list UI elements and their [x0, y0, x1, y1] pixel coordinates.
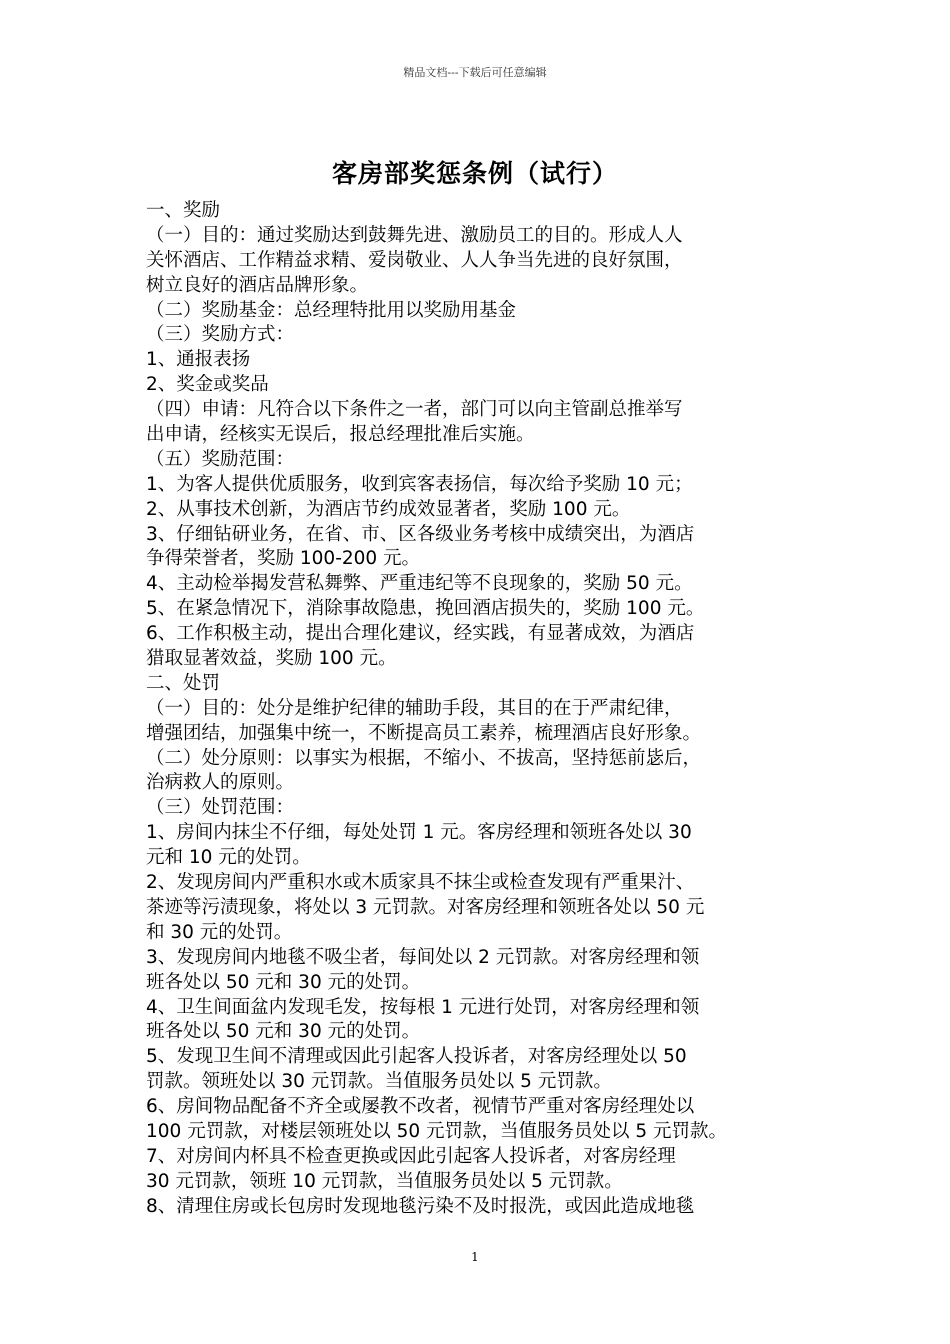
text-line: 1、通报表扬: [146, 349, 251, 371]
text-line: （三）处罚范围：: [146, 797, 295, 819]
page-number: 1: [471, 1250, 479, 1264]
text-line: 元和 10 元的处罚。: [146, 847, 311, 869]
text-line: 班各处以 50 元和 30 元的处罚。: [146, 1021, 421, 1043]
text-line: 2、奖金或奖品: [146, 374, 269, 396]
text-line: 班各处以 50 元和 30 元的处罚。: [146, 971, 421, 993]
text-line: （四）申请：凡符合以下条件之一者，部门可以向主管副总推举写: [146, 399, 683, 421]
text-line: 治病救人的原则。: [146, 772, 295, 794]
text-line: 二、处罚: [146, 672, 221, 694]
text-line: 增强团结，加强集中统一，不断提高员工素养，梳理酒店良好形象。: [146, 722, 702, 744]
text-line: 8、清理住房或长包房时发现地毯污染不及时报洗，或因此造成地毯: [146, 1195, 695, 1217]
text-line: 茶迹等污渍现象，将处以 3 元罚款。对客房经理和领班各处以 50 元: [146, 896, 705, 918]
text-line: （二）处分原则：以事实为根据，不缩小、不拔高，坚持惩前毖后，: [146, 747, 702, 769]
text-line: 4、主动检举揭发营私舞弊、严重违纪等不良现象的，奖励 50 元。: [146, 573, 693, 595]
text-line: 2、从事技术创新，为酒店节约成效显著者，奖励 100 元。: [146, 498, 631, 520]
text-line: 树立良好的酒店品牌形象。: [146, 274, 369, 296]
text-line: 猎取显著效益，奖励 100 元。: [146, 648, 397, 670]
text-line: 和 30 元的处罚。: [146, 921, 293, 943]
text-line: （五）奖励范围：: [146, 448, 295, 470]
page-header: 精品文档---下载后可任意编辑: [403, 66, 547, 79]
text-line: 关怀酒店、工作精益求精、爱岗敬业、人人争当先进的良好氛围，: [146, 249, 683, 271]
text-line: 100 元罚款，对楼层领班处以 50 元罚款，当值服务员处以 5 元罚款。: [146, 1120, 728, 1142]
text-line: 1、房间内抹尘不仔细，每处处罚 1 元。客房经理和领班各处以 30: [146, 822, 692, 844]
text-line: 30 元罚款，领班 10 元罚款，当值服务员处以 5 元罚款。: [146, 1170, 623, 1192]
document-title: 客房部奖惩条例（试行）: [331, 159, 618, 188]
text-line: 5、发现卫生间不清理或因此引起客人投诉者，对客房经理处以 50: [146, 1046, 687, 1068]
text-line: （一）目的：处分是维护纪律的辅助手段，其目的在于严肃纪律，: [146, 697, 683, 719]
text-line: 1、为客人提供优质服务，收到宾客表扬信，每次给予奖励 10 元；: [146, 473, 693, 495]
text-line: 罚款。领班处以 30 元罚款。当值服务员处以 5 元罚款。: [146, 1071, 612, 1093]
text-line: 4、卫生间面盆内发现毛发，按每根 1 元进行处罚，对客房经理和领: [146, 996, 700, 1018]
text-line: （一）目的：通过奖励达到鼓舞先进、激励员工的目的。形成人人: [146, 224, 683, 246]
text-line: 一、奖励: [146, 200, 221, 221]
text-line: 出申请，经核实无误后，报总经理批准后实施。: [146, 424, 535, 446]
text-line: 7、对房间内杯具不检查更换或因此引起客人投诉者，对客房经理: [146, 1145, 676, 1167]
text-line: 6、工作积极主动，提出合理化建议，经实践，有显著成效，为酒店: [146, 623, 695, 645]
text-line: 6、房间物品配备不齐全或屡教不改者，视情节严重对客房经理处以: [146, 1096, 695, 1118]
text-line: 3、仔细钻研业务，在省、市、区各级业务考核中成绩突出，为酒店: [146, 523, 695, 545]
text-line: 5、在紧急情况下，消除事故隐患，挽回酒店损失的，奖励 100 元。: [146, 598, 705, 620]
text-line: 3、发现房间内地毯不吸尘者，每间处以 2 元罚款。对客房经理和领: [146, 946, 700, 968]
text-line: （二）奖励基金：总经理特批用以奖励用基金: [146, 299, 517, 321]
text-line: 争得荣誉者，奖励 100-200 元。: [146, 548, 421, 570]
text-line: （三）奖励方式：: [146, 324, 295, 346]
text-line: 2、发现房间内严重积水或木质家具不抹尘或检查发现有严重果汁、: [146, 872, 695, 894]
document-body: [146, 199, 826, 1220]
